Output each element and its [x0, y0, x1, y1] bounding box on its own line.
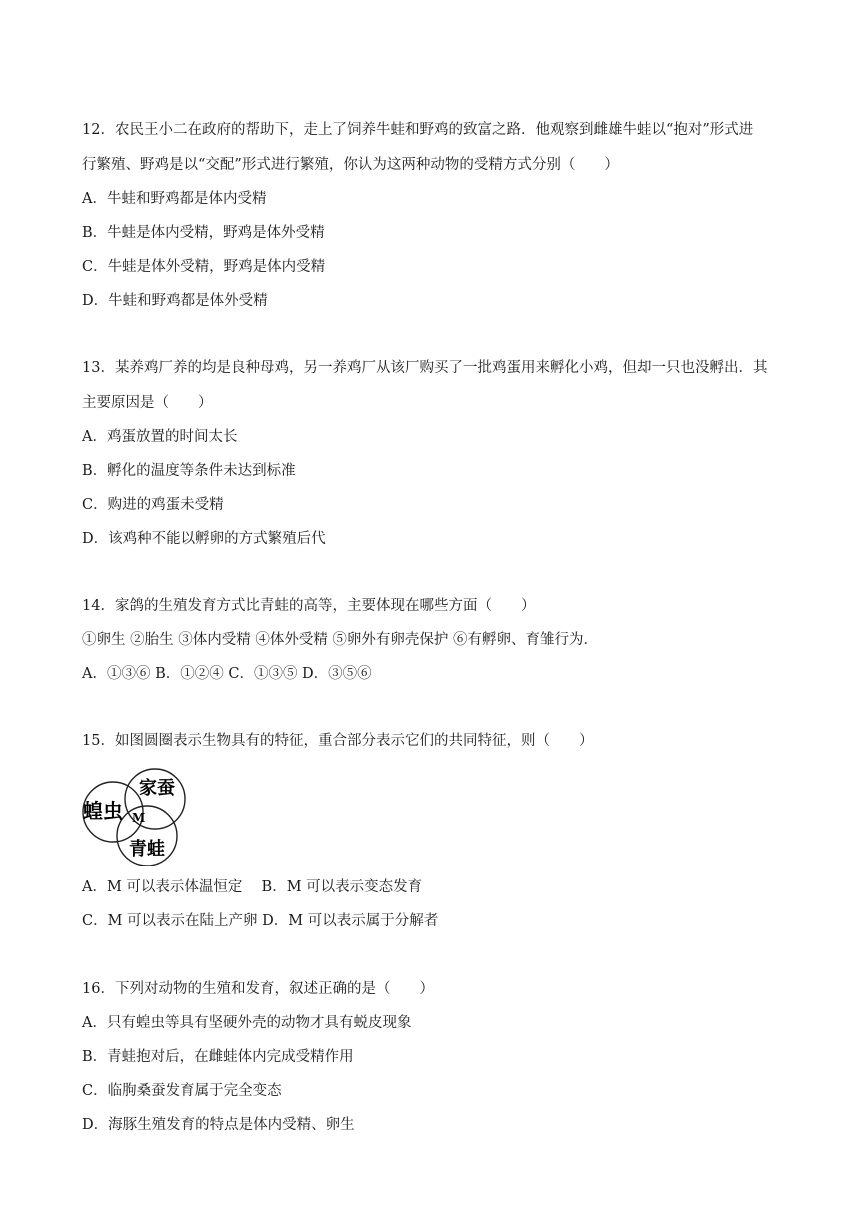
q16-stem: 16．下列对动物的生殖和发育，叙述正确的是（ ）: [82, 981, 434, 997]
q14-stem-line-1: 14．家鸽的生殖发育方式比青蛙的高等，主要体现在哪些方面（ ）: [82, 598, 536, 614]
q12-stem-line-2: 行繁殖、野鸡是以“交配”形式进行繁殖，你认为这两种动物的受精方式分别（ ）: [82, 157, 619, 173]
venn-label-locust: 蝗虫: [83, 799, 123, 823]
q13-stem-line-1: 13．某养鸡厂养的均是良种母鸡，另一养鸡厂从该厂购买了一批鸡蛋用来孵化小鸡，但却一只也没孵出．其: [82, 360, 768, 376]
q15-stem: 15．如图圆圈表示生物具有的特征，重合部分表示它们的共同特征，则（ ）: [82, 733, 594, 749]
q12-option-b: B．牛蛙是体内受精，野鸡是体外受精: [82, 225, 325, 241]
q14-options: A．①③⑥ B．①②④ C．①③⑤ D．③⑤⑥: [82, 666, 372, 682]
venn-label-m: M: [132, 811, 146, 825]
q12-option-d: D．牛蛙和野鸡都是体外受精: [82, 293, 268, 309]
q12-option-c: C．牛蛙是体外受精，野鸡是体内受精: [82, 259, 326, 275]
q16-option-a: A．只有蝗虫等具有坚硬外壳的动物才具有蜕皮现象: [82, 1015, 412, 1031]
q16-option-c: C．临朐桑蚕发育属于完全变态: [82, 1083, 282, 1099]
q14-stem-line-2: ①卵生 ②胎生 ③体内受精 ④体外受精 ⑤卵外有卵壳保护 ⑥有孵卵、育雏行为．: [82, 632, 599, 648]
q13-option-a: A．鸡蛋放置的时间太长: [82, 429, 238, 445]
q15-options-line-2: C．M 可以表示在陆上产卵 D．M 可以表示属于分解者: [82, 913, 439, 929]
q15-options-line-1: A．M 可以表示体温恒定 B．M 可以表示变态发育: [82, 879, 423, 895]
q12-stem-line-1: 12．农民王小二在政府的帮助下，走上了饲养牛蛙和野鸡的致富之路．他观察到雌雄牛蛙以“抱对”形式进: [82, 122, 754, 138]
q16-option-d: D．海豚生殖发育的特点是体内受精、卵生: [82, 1117, 355, 1133]
venn-label-frog: 青蛙: [129, 839, 165, 860]
q13-option-b: B．孵化的温度等条件未达到标准: [82, 463, 296, 479]
q13-option-c: C．购进的鸡蛋未受精: [82, 497, 224, 513]
q13-stem-line-2: 主要原因是（ ）: [82, 395, 213, 411]
venn-label-silkworm: 家蚕: [139, 778, 175, 799]
venn-diagram: [80, 766, 192, 866]
q12-option-a: A．牛蛙和野鸡都是体内受精: [82, 191, 267, 207]
q13-option-d: D．该鸡种不能以孵卵的方式繁殖后代: [82, 531, 326, 547]
q16-option-b: B．青蛙抱对后，在雌蛙体内完成受精作用: [82, 1049, 354, 1065]
